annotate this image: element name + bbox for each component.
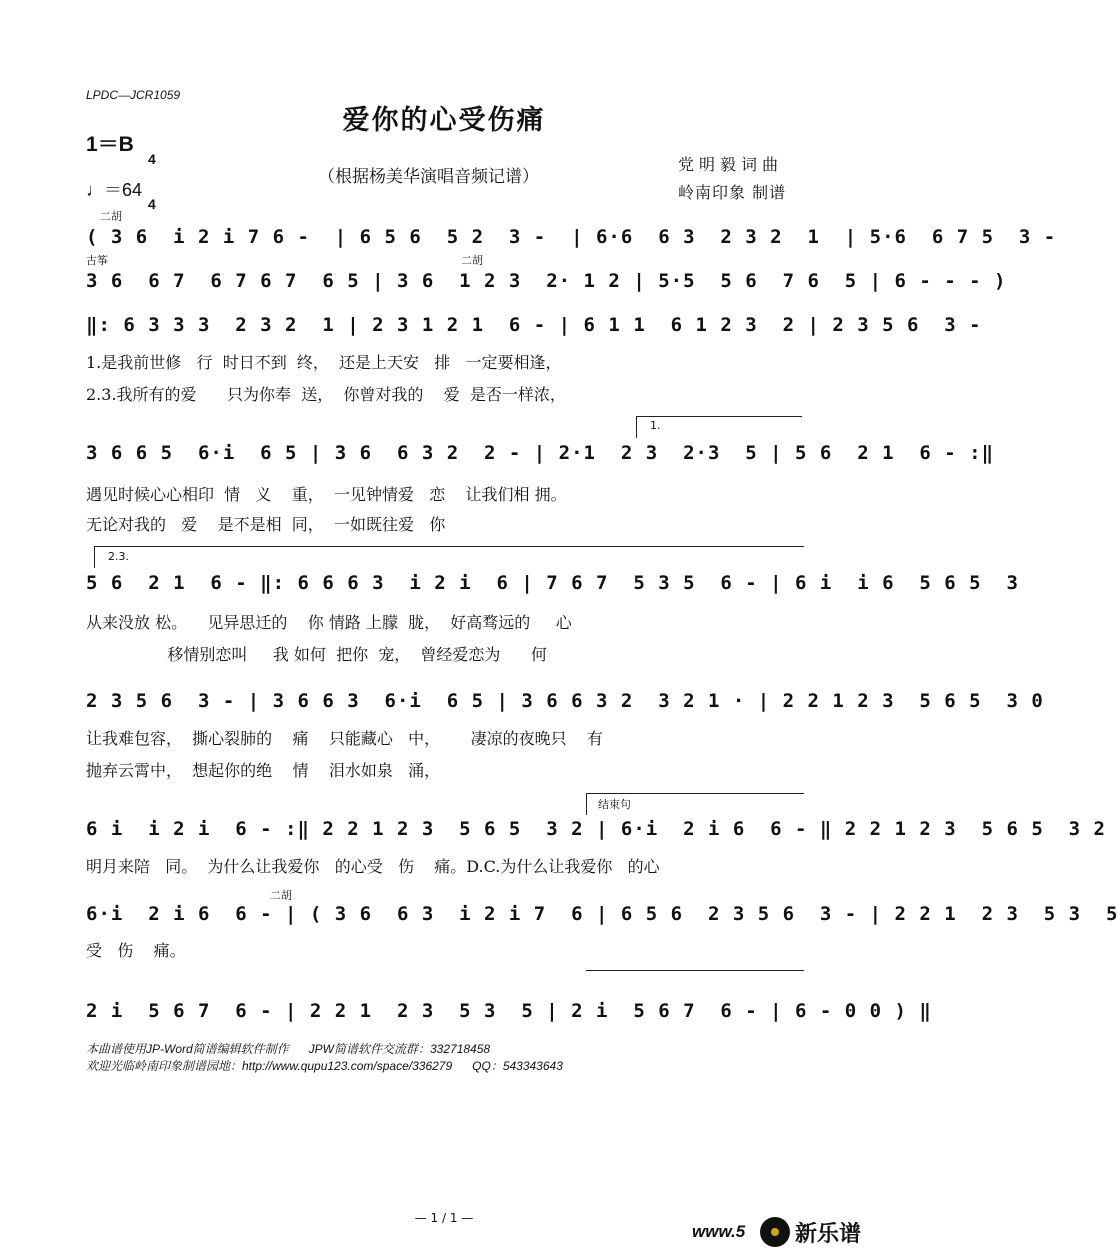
- lyric-row-5-verse-2: 移情别恋叫 我 如何 把你 宠， 曾经爱恋为 何: [86, 645, 547, 664]
- erhu-label-3: 二胡: [270, 889, 292, 902]
- lyric-row-6-verse-2: 抛弃云霄中， 想起你的绝 情 泪水如泉 涌，: [86, 761, 441, 780]
- tempo-mark: ♩＝64: [86, 180, 143, 200]
- song-title: 爱你的心受伤痛: [342, 105, 546, 136]
- lyric-row-7: 明月来陪 同。 为什么让我爱你 的心受 伤 痛。D.C.为什么让我爱你 的心: [86, 857, 660, 876]
- ending-23-bracket-edge: [94, 546, 95, 568]
- guzheng-label: 古筝: [86, 254, 108, 267]
- time-bottom: 4: [148, 196, 156, 212]
- notation-row-5: 5 6 2 1 6 - ‖: 6 6 6 3 i 2 i 6 | 7 6 7 5 3 5 6 - | 6 i i 6 5 6 5 3: [86, 572, 1019, 594]
- credit-lyricist-composer: 党明毅词曲: [678, 155, 784, 174]
- notation-row-3: ‖: 6 3 3 3 2 3 2 1 | 2 3 1 2 1 6 - | 6 1 1 6 1 2 3 2 | 2 3 5 6 3 -: [86, 314, 982, 336]
- time-top: 4: [148, 151, 156, 167]
- coda-bracket-edge: [586, 793, 587, 815]
- ending-1-label: 1.: [650, 419, 661, 432]
- notation-row-2: 3 6 6 7 6 7 6 7 6 5 | 3 6 1 2 3 2· 1 2 | 5·5 5 6 7 6 5 | 6 - - - ): [86, 270, 1007, 292]
- notation-row-1: ( 3 6 i 2 i 7 6 - | 6 5 6 5 2 3 - | 6·6 6 3 2 3 2 1 | 5·6 6 7 5 3 -: [86, 226, 1057, 248]
- notation-row-6: 2 3 5 6 3 - | 3 6 6 3 6·i 6 5 | 3 6 6 3 2 3 2 1 · | 2 2 1 2 3 5 6 5 3 0: [86, 690, 1044, 712]
- erhu-label-2: 二胡: [461, 254, 483, 267]
- watermark-brand: 新乐谱: [795, 1222, 862, 1247]
- ending-1-bracket: [636, 416, 802, 417]
- brand-logo-icon: [760, 1217, 790, 1247]
- notation-row-9: 2 i 5 6 7 6 - | 2 2 1 2 3 5 3 5 | 2 i 5 6 7 6 - | 6 - 0 0 ) ‖: [86, 1000, 932, 1022]
- erhu-label: 二胡: [100, 210, 122, 223]
- ending-1-bracket-edge: [636, 416, 637, 438]
- lyric-row-4-verse-2: 无论对我的 爱 是不是相 同， 一如既往爱 你: [86, 515, 446, 534]
- key-signature: 1＝B: [86, 133, 134, 156]
- notation-row-7: 6 i i 2 i 6 - :‖ 2 2 1 2 3 5 6 5 3 2 | 6·i 2 i 6 6 - ‖ 2 2 1 2 3 5 6 5 3 2: [86, 818, 1106, 840]
- lyric-row-3-verse-1: 1.是我前世修 行 时日不到 终， 还是上天安 排 一定要相逢，: [86, 353, 562, 372]
- credit-transcriber: 岭南印象 制谱: [678, 183, 787, 202]
- final-bracket: [586, 970, 804, 971]
- lyric-row-3-verse-2: 2.3.我所有的爱 只为你奉 送， 你曾对我的 爱 是否一样浓，: [86, 385, 566, 404]
- notation-row-4: 3 6 6 5 6·i 6 5 | 3 6 6 3 2 2 - | 2·1 2 3 2·3 5 | 5 6 2 1 6 - :‖: [86, 442, 995, 464]
- coda-label: 结束句: [598, 798, 631, 811]
- subtitle: （根据杨美华演唱音频记谱）: [318, 167, 539, 187]
- watermark-site: www.5: [692, 1222, 746, 1241]
- footer-website-note: 欢迎光临岭南印象制谱园地：http://www.qupu123.com/space/336279 QQ：543343643: [86, 1059, 563, 1073]
- ending-23-label: 2.3.: [108, 550, 129, 563]
- lyric-row-8: 受 伤 痛。: [86, 941, 186, 960]
- notation-row-8: 6·i 2 i 6 6 - | ( 3 6 6 3 i 2 i 7 6 | 6 5 6 2 3 5 6 3 - | 2 2 1 2 3 5 3 5: [86, 903, 1118, 925]
- lyric-row-4-verse-1: 遇见时候心心相印 情 义 重， 一见钟情爱 恋 让我们相 拥。: [86, 485, 567, 504]
- ending-23-bracket: [94, 546, 804, 547]
- score-code: LPDC—JCR1059: [86, 88, 181, 102]
- coda-bracket: [586, 793, 804, 794]
- lyric-row-5-verse-1: 从来没放 松。 见异思迁的 你 情路 上朦 胧， 好高骛远的 心: [86, 613, 572, 632]
- page-number: — 1 / 1 —: [414, 1211, 474, 1225]
- footer-software-note: 本曲谱使用JP-Word简谱编辑软件制作 JPW简谱软件交流群：332718458: [86, 1042, 491, 1056]
- lyric-row-6-verse-1: 让我难包容， 撕心裂肺的 痛 只能藏心 中， 凄凉的夜晚只 有: [86, 729, 603, 748]
- time-signature: [148, 122, 156, 227]
